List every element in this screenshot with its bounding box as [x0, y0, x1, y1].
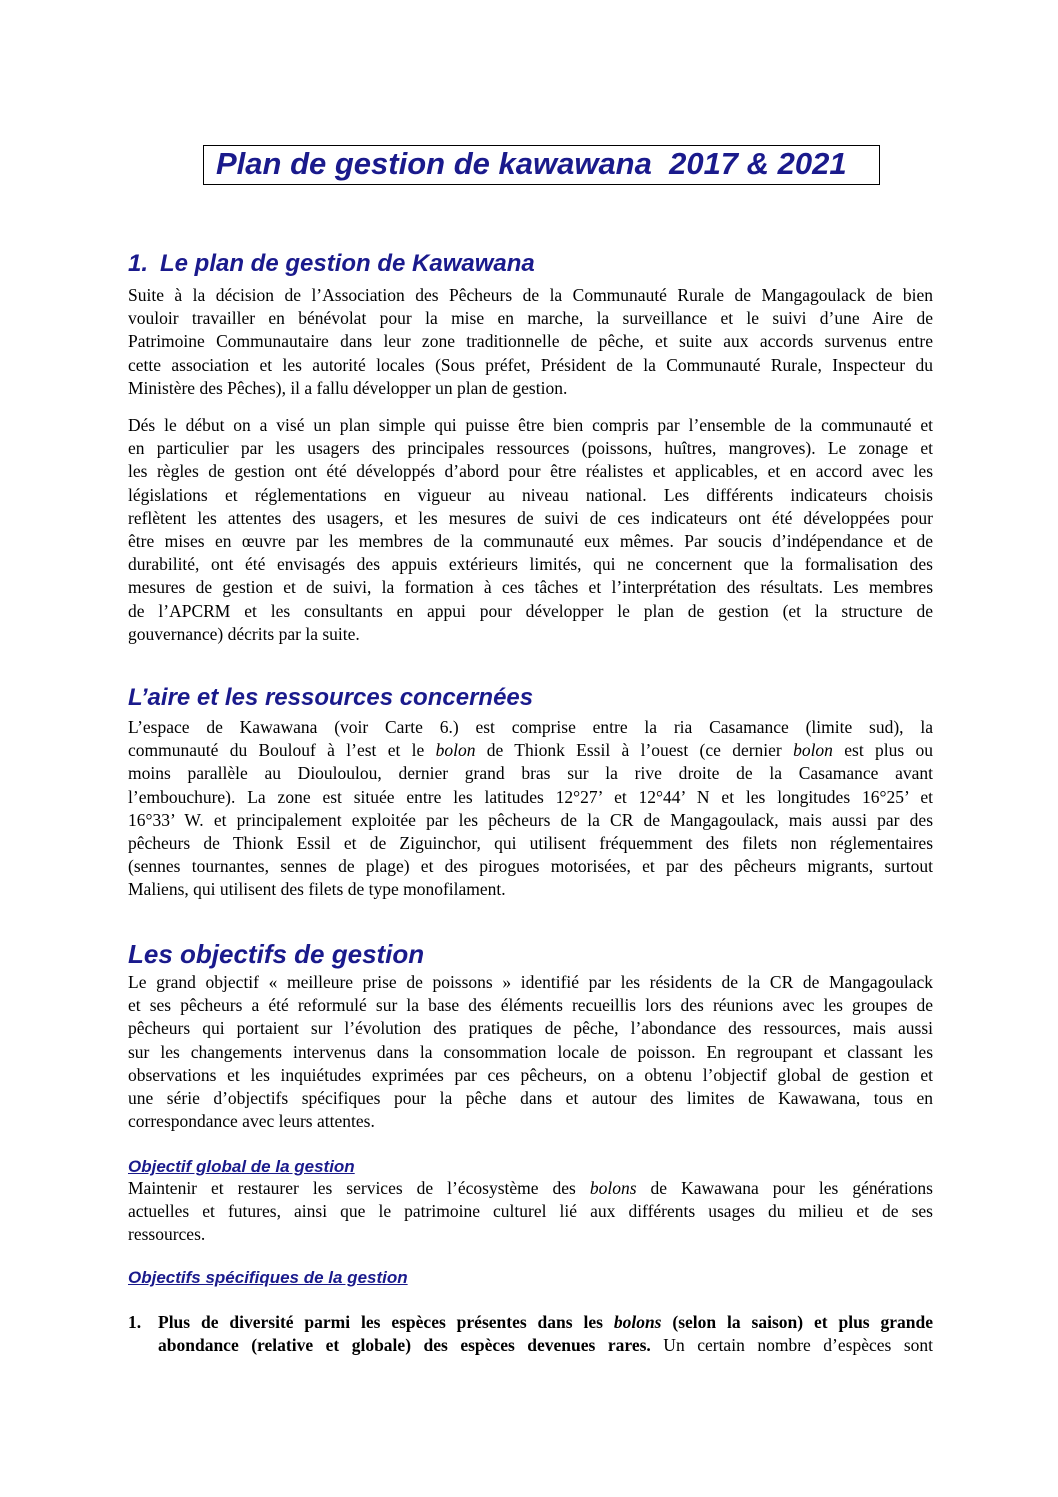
- text-line: [128, 855, 933, 878]
- text-line: [158, 1334, 933, 1357]
- text-run: Maliens, qui utilisent des filets de type monofilament.: [128, 879, 506, 900]
- text-line: de l’APCRM et les consultants en appui pour développer le plan de gestion (et la structure de: [128, 600, 933, 621]
- text-run: communauté du Boulouf à l’est et le: [128, 740, 436, 761]
- text-run: bolon: [435, 740, 476, 761]
- text-line: gouvernance) décrits par la suite.: [128, 623, 360, 644]
- text-line: correspondance avec leurs attentes.: [128, 1111, 375, 1132]
- text-run: Plus de diversité parmi les espèces présentes dans les: [158, 1312, 614, 1332]
- text-line: reflètent les attentes des usagers, et les mesures de suivi de ces indicateurs ont été développées pour: [128, 507, 933, 528]
- text-run: L’espace de Kawawana (voir Carte 6.) est comprise entre la ria Casamance (limite sud), la: [128, 717, 933, 737]
- text-run: moins parallèle au Diouloulou, dernier grand bras sur la rive droite de la Casamance avant: [128, 763, 933, 784]
- text-line: [128, 1223, 933, 1246]
- text-line: Suite à la décision de l’Association des Pêcheurs de la Communauté Rurale de Mangagoulack de bien: [128, 285, 933, 305]
- text-line: et ses pêcheurs a été reformulé sur la base des éléments recueillis lors des réunions avec les groupes de: [128, 995, 933, 1016]
- text-line: [128, 1200, 933, 1223]
- text-line: en particulier par les usagers des principales ressources (poissons, huîtres, mangroves). Le zonage et: [128, 438, 933, 459]
- text-run: bolons: [589, 1178, 637, 1198]
- text-line: [128, 786, 933, 809]
- text-line: observations et les inquiétudes exprimées par ces pêcheurs, on a obtenu l’objectif global de gestion et: [128, 1064, 933, 1085]
- text-line: être mises en œuvre par les membres de la communauté eux mêmes. Par soucis d’indépendance et de: [128, 530, 933, 551]
- paragraph-area: [128, 716, 933, 902]
- section-heading-plan: [128, 250, 535, 278]
- text-run: (selon la saison) et plus grande: [661, 1312, 934, 1332]
- text-line: [128, 832, 933, 855]
- text-line: Le grand objectif « meilleure prise de poissons » identifié par les résidents de la CR de Mangagoulack: [128, 972, 933, 992]
- text-line: législations et réglementations en vigueur au niveau national. Les différents indicateurs choisis: [128, 484, 933, 505]
- subheading-global-objective: Objectif global de la gestion: [128, 1157, 355, 1176]
- section-heading-objectives: Les objectifs de gestion: [128, 939, 425, 969]
- section-heading-area: L’aire et les ressources concernées: [128, 684, 534, 711]
- text-run: Maintenir et restaurer les services de l’écosystème des: [128, 1178, 590, 1198]
- paragraph-objectives: [128, 971, 933, 1133]
- text-run: abondance (relative et globale) des espèces devenues rares.: [158, 1335, 651, 1356]
- text-line: cette association et les autorité locales (Sous préfet, Président de la Communauté Rurale, Inspecteur du: [128, 354, 933, 375]
- text-run: bolons: [613, 1312, 662, 1332]
- section-title: Le plan de gestion de Kawawana: [160, 250, 535, 277]
- text-run: Un certain nombre d’espèces sont: [650, 1335, 934, 1356]
- text-line: une série d’objectifs spécifiques pour la pêche dans et autour des limites de Kawawana, tous en: [128, 1087, 933, 1108]
- paragraph-intro: [128, 284, 933, 400]
- text-line: vouloir travailler en bénévolat pour la mise en marche, la surveillance et le suivi d’une Aire de: [128, 308, 933, 329]
- text-line: sur les changements intervenus dans la consommation locale de poisson. En regroupant et classant les: [128, 1041, 933, 1062]
- text-line: Patrimoine Communautaire dans leur zone traditionnelle de pêche, et suite aux accords survenus entre: [128, 331, 933, 352]
- text-line: Dés le début on a visé un plan simple qui puisse être bien compris par l’ensemble de la communauté et: [128, 415, 933, 435]
- paragraph-plan-details: [128, 414, 933, 646]
- text-run: actuelles et futures, ainsi que le patrimoine culturel lié aux différents usages du milieu et de ses: [128, 1201, 933, 1222]
- text-run: ressources.: [128, 1224, 206, 1245]
- subheading-specific-objectives: Objectifs spécifiques de la gestion: [128, 1268, 408, 1287]
- text-line: [128, 716, 933, 739]
- text-line: pêcheurs qui portaient sur l’évolution des pratiques de pêche, l’abondance des ressources, mais aussi: [128, 1018, 933, 1039]
- text-run: de Kawawana pour les générations: [636, 1178, 933, 1198]
- text-line: mesures de gestion et de suivi, la formation à ces tâches et l’interprétation des résultats. Les membres: [128, 577, 933, 598]
- text-line: Ministère des Pêches), il a fallu développer un plan de gestion.: [128, 377, 568, 398]
- document-title: Plan de gestion de kawawana 2017 & 2021: [203, 145, 880, 185]
- text-run: 16°33’ W. et principalement exploitée par les pêcheurs de la CR de Mangagoulack, mais aussi par des: [128, 809, 933, 830]
- text-line: [158, 1311, 933, 1334]
- text-run: l’embouchure). La zone est située entre les latitudes 12°27’ et 12°44’ N et les longitudes 16°25’ et: [128, 786, 933, 807]
- text-line: les règles de gestion ont été développés d’abord pour être réalistes et applicables, et en accord avec les: [128, 461, 933, 482]
- paragraph-global-objective: [128, 1177, 933, 1247]
- text-run: pêcheurs de Thionk Essil et de Ziguinchor, qui utilisent fréquemment des filets non réglementaires: [128, 832, 933, 853]
- text-run: bolon: [793, 740, 833, 761]
- text-run: de Thionk Essil à l’ouest (ce dernier: [475, 740, 794, 761]
- section-number: 1.: [128, 250, 149, 277]
- text-line: durabilité, ont été envisagés des appuis extérieurs limités, qui ne concernent que la formalisation des: [128, 554, 933, 575]
- text-run: est plus ou: [832, 740, 933, 761]
- text-line: [128, 739, 933, 762]
- text-run: (sennes tournantes, sennes de plage) et des pirogues motorisées, et par des pêcheurs migrants, surtout: [128, 856, 933, 877]
- text-line: [128, 878, 933, 901]
- text-line: [128, 809, 933, 832]
- list-item-number: 1.: [128, 1312, 142, 1332]
- text-line: [128, 1177, 933, 1200]
- list-item-objective-1: [158, 1311, 933, 1357]
- text-line: [128, 762, 933, 785]
